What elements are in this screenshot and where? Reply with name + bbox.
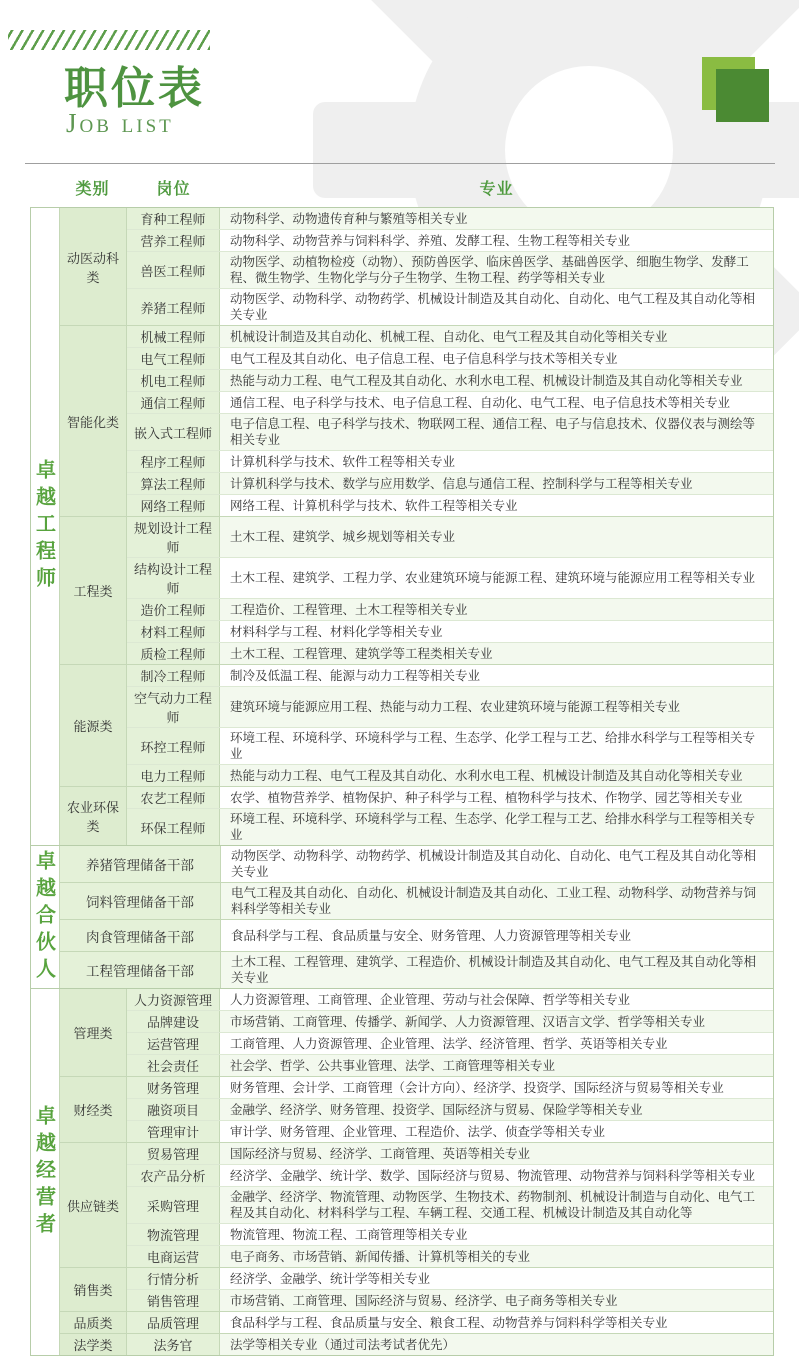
group-label: 卓越经营者	[31, 989, 60, 1355]
position-cell: 程序工程师	[127, 451, 220, 472]
section-row	[60, 208, 773, 325]
table-row	[127, 808, 773, 845]
group-body	[60, 208, 773, 845]
position-cell: 农产品分析	[127, 1165, 220, 1186]
header-divider	[25, 163, 775, 164]
section-row	[60, 989, 773, 1076]
section-row	[60, 516, 773, 664]
position-cell: 品质管理	[127, 1312, 220, 1333]
major-cell: 土木工程、建筑学、工程力学、农业建筑环境与能源工程、建筑环境与能源应用工程等相关专业	[220, 558, 773, 598]
position-cell: 机械工程师	[127, 326, 220, 347]
table-row	[127, 1077, 773, 1098]
table-row	[127, 598, 773, 620]
position-cell: 材料工程师	[127, 621, 220, 642]
position-cell: 网络工程师	[127, 495, 220, 516]
table-row	[127, 472, 773, 494]
major-cell: 动物医学、动物科学、动物药学、机械设计制造及其自动化、自动化、电气工程及其自动化等相关专业	[220, 289, 773, 325]
table-row	[127, 1223, 773, 1245]
position-cell: 育种工程师	[127, 208, 220, 229]
position-cell: 贸易管理	[127, 1143, 220, 1164]
category-cell: 动医动科类	[60, 208, 127, 325]
position-cell: 行情分析	[127, 1268, 220, 1289]
job-table	[30, 207, 774, 1356]
table-row	[60, 920, 773, 951]
major-cell: 动物医学、动物科学、动物药学、机械设计制造及其自动化、自动化、电气工程及其自动化等相关专业	[221, 846, 773, 882]
position-cell: 电力工程师	[127, 765, 220, 786]
section-row	[60, 951, 773, 988]
position-cell: 规划设计工程师	[127, 517, 220, 557]
major-cell: 土木工程、工程管理、建筑学、工程造价、机械设计制造及其自动化、电气工程及其自动化等相关专业	[221, 952, 773, 988]
table-row	[127, 1010, 773, 1032]
group-label: 卓越工程师	[31, 208, 60, 845]
section-body	[127, 1077, 773, 1142]
major-cell: 土木工程、建筑学、城乡规划等相关专业	[220, 517, 773, 557]
position-cell: 造价工程师	[127, 599, 220, 620]
major-cell: 计算机科学与技术、数学与应用数学、信息与通信工程、控制科学与工程等相关专业	[220, 473, 773, 494]
position-cell: 电气工程师	[127, 348, 220, 369]
section-body	[60, 883, 773, 919]
section-row	[60, 664, 773, 786]
major-cell: 通信工程、电子科学与技术、电子信息工程、自动化、电气工程、电子信息技术等相关专业	[220, 392, 773, 413]
section-body	[127, 665, 773, 786]
major-cell: 热能与动力工程、电气工程及其自动化、水利水电工程、机械设计制造及其自动化等相关专业	[220, 370, 773, 391]
section-body	[60, 920, 773, 951]
position-cell: 融资项目	[127, 1099, 220, 1120]
table-row	[127, 1054, 773, 1076]
position-cell: 机电工程师	[127, 370, 220, 391]
table-row	[127, 347, 773, 369]
group-row	[31, 845, 773, 988]
section-row	[60, 1142, 773, 1267]
major-cell: 市场营销、工商管理、传播学、新闻学、人力资源管理、汉语言文学、哲学等相关专业	[220, 1011, 773, 1032]
major-cell: 社会学、哲学、公共事业管理、法学、工商管理等相关专业	[220, 1055, 773, 1076]
major-cell: 财务管理、会计学、工商管理（会计方向）、经济学、投资学、国际经济与贸易等相关专业	[220, 1077, 773, 1098]
group-row	[31, 208, 773, 845]
section-body	[127, 1143, 773, 1267]
table-row	[127, 1143, 773, 1164]
table-row	[127, 764, 773, 786]
table-row	[127, 642, 773, 664]
category-cell: 智能化类	[60, 326, 127, 516]
major-cell: 环境工程、环境科学、环境科学与工程、生态学、化学工程与工艺、给排水科学与工程等相关专业	[220, 728, 773, 764]
page-subtitle: Job list	[66, 108, 174, 138]
major-cell: 动物科学、动物营养与饲料科学、养殖、发酵工程、生物工程等相关专业	[220, 230, 773, 251]
group-body	[60, 846, 773, 988]
table-row	[127, 1098, 773, 1120]
position-cell: 品牌建设	[127, 1011, 220, 1032]
table-row	[127, 369, 773, 391]
major-cell: 工程造价、工程管理、土木工程等相关专业	[220, 599, 773, 620]
major-cell: 动物医学、动植物检疫（动物）、预防兽医学、临床兽医学、基础兽医学、细胞生物学、发酵工程、微生物学、生物化学与分子生物学、生物工程、药学等相关专业	[220, 252, 773, 288]
column-header-category: 类别	[75, 179, 110, 198]
column-header-major: 专业	[479, 179, 514, 198]
column-header-position: 岗位	[156, 179, 191, 198]
position-cell: 算法工程师	[127, 473, 220, 494]
major-cell: 国际经济与贸易、经济学、工商管理、英语等相关专业	[220, 1143, 773, 1164]
major-cell: 热能与动力工程、电气工程及其自动化、水利水电工程、机械设计制造及其自动化等相关专业	[220, 765, 773, 786]
category-cell: 法学类	[60, 1334, 127, 1355]
table-row	[60, 846, 773, 882]
major-cell: 物流管理、物流工程、工商管理等相关专业	[220, 1224, 773, 1245]
section-row	[60, 919, 773, 951]
section-body	[127, 208, 773, 325]
square-decoration-dark	[716, 69, 769, 122]
position-cell: 兽医工程师	[127, 252, 220, 288]
position-cell: 饲料管理储备干部	[60, 883, 221, 919]
table-row	[127, 1245, 773, 1267]
major-cell: 工商管理、人力资源管理、企业管理、法学、经济管理、哲学、英语等相关专业	[220, 1033, 773, 1054]
position-cell: 养猪工程师	[127, 289, 220, 325]
table-row	[127, 727, 773, 764]
section-body	[127, 326, 773, 516]
table-row	[60, 952, 773, 988]
position-cell: 制冷工程师	[127, 665, 220, 686]
table-row	[127, 1268, 773, 1289]
category-cell: 农业环保类	[60, 787, 127, 845]
section-body	[127, 1334, 773, 1355]
major-cell: 电气工程及其自动化、电子信息工程、电子信息科学与技术等相关专业	[220, 348, 773, 369]
table-row	[127, 1186, 773, 1223]
category-cell: 供应链类	[60, 1143, 127, 1267]
table-row	[60, 883, 773, 919]
group-label: 卓越合伙人	[31, 846, 60, 988]
table-row	[127, 208, 773, 229]
major-cell: 金融学、经济学、物流管理、动物医学、生物技术、药物制剂、机械设计制造与自动化、电气工程及其自动化、材料科学与工程、车辆工程、交通工程、机械设计制造及其自动化等	[220, 1187, 773, 1223]
position-cell: 通信工程师	[127, 392, 220, 413]
major-cell: 人力资源管理、工商管理、企业管理、劳动与社会保障、哲学等相关专业	[220, 989, 773, 1010]
section-body	[60, 846, 773, 882]
position-cell: 管理审计	[127, 1121, 220, 1142]
position-cell: 财务管理	[127, 1077, 220, 1098]
major-cell: 电气工程及其自动化、自动化、机械设计制造及其自动化、工业工程、动物科学、动物营养与饲料科学等相关专业	[221, 883, 773, 919]
section-body	[127, 1312, 773, 1333]
section-body	[127, 989, 773, 1076]
section-row	[60, 846, 773, 882]
table-row	[127, 450, 773, 472]
category-cell: 品质类	[60, 1312, 127, 1333]
section-body	[127, 1268, 773, 1311]
position-cell: 养猪管理储备干部	[60, 846, 221, 882]
table-row	[127, 391, 773, 413]
table-row	[127, 1120, 773, 1142]
position-cell: 肉食管理储备干部	[60, 920, 221, 951]
table-row	[127, 557, 773, 598]
section-body	[127, 787, 773, 845]
table-row	[127, 1312, 773, 1333]
major-cell: 金融学、经济学、财务管理、投资学、国际经济与贸易、保险学等相关专业	[220, 1099, 773, 1120]
major-cell: 市场营销、工商管理、国际经济与贸易、经济学、电子商务等相关专业	[220, 1290, 773, 1311]
major-cell: 动物科学、动物遗传育种与繁殖等相关专业	[220, 208, 773, 229]
category-cell: 管理类	[60, 989, 127, 1076]
category-cell: 工程类	[60, 517, 127, 664]
position-cell: 质检工程师	[127, 643, 220, 664]
major-cell: 经济学、金融学、统计学等相关专业	[220, 1268, 773, 1289]
section-body	[127, 517, 773, 664]
category-cell: 财经类	[60, 1077, 127, 1142]
section-row	[60, 1333, 773, 1355]
position-cell: 环控工程师	[127, 728, 220, 764]
category-cell: 销售类	[60, 1268, 127, 1311]
table-row	[127, 413, 773, 450]
major-cell: 审计学、财务管理、企业管理、工程造价、法学、侦查学等相关专业	[220, 1121, 773, 1142]
major-cell: 食品科学与工程、食品质量与安全、财务管理、人力资源管理等相关专业	[221, 920, 773, 951]
position-cell: 运营管理	[127, 1033, 220, 1054]
table-row	[127, 665, 773, 686]
major-cell: 建筑环境与能源应用工程、热能与动力工程、农业建筑环境与能源工程等相关专业	[220, 687, 773, 727]
table-row	[127, 1164, 773, 1186]
table-row	[127, 1334, 773, 1355]
major-cell: 环境工程、环境科学、环境科学与工程、生态学、化学工程与工艺、给排水科学与工程等相关专业	[220, 809, 773, 845]
major-cell: 农学、植物营养学、植物保护、种子科学与工程、植物科学与技术、作物学、园艺等相关专业	[220, 787, 773, 808]
major-cell: 电子商务、市场营销、新闻传播、计算机等相关的专业	[220, 1246, 773, 1267]
section-row	[60, 1311, 773, 1333]
major-cell: 制冷及低温工程、能源与动力工程等相关专业	[220, 665, 773, 686]
section-body	[60, 952, 773, 988]
table-row	[127, 494, 773, 516]
position-cell: 工程管理储备干部	[60, 952, 221, 988]
position-cell: 采购管理	[127, 1187, 220, 1223]
major-cell: 土木工程、工程管理、建筑学等工程类相关专业	[220, 643, 773, 664]
major-cell: 计算机科学与技术、软件工程等相关专业	[220, 451, 773, 472]
group-row	[31, 988, 773, 1355]
position-cell: 法务官	[127, 1334, 220, 1355]
section-row	[60, 786, 773, 845]
position-cell: 嵌入式工程师	[127, 414, 220, 450]
position-cell: 农艺工程师	[127, 787, 220, 808]
table-row	[127, 787, 773, 808]
position-cell: 结构设计工程师	[127, 558, 220, 598]
major-cell: 法学等相关专业（通过司法考试者优先）	[220, 1334, 773, 1355]
page-title: 职位表	[64, 63, 205, 114]
position-cell: 销售管理	[127, 1290, 220, 1311]
section-row	[60, 1267, 773, 1311]
position-cell: 营养工程师	[127, 230, 220, 251]
major-cell: 食品科学与工程、食品质量与安全、粮食工程、动物营养与饲料科学等相关专业	[220, 1312, 773, 1333]
table-row	[127, 288, 773, 325]
category-cell: 能源类	[60, 665, 127, 786]
major-cell: 材料科学与工程、材料化学等相关专业	[220, 621, 773, 642]
table-row	[127, 686, 773, 727]
table-row	[127, 326, 773, 347]
section-row	[60, 882, 773, 919]
position-cell: 人力资源管理	[127, 989, 220, 1010]
section-row	[60, 1076, 773, 1142]
position-cell: 空气动力工程师	[127, 687, 220, 727]
hatch-decoration	[8, 30, 210, 50]
section-row	[60, 325, 773, 516]
major-cell: 网络工程、计算机科学与技术、软件工程等相关专业	[220, 495, 773, 516]
table-row	[127, 989, 773, 1010]
position-cell: 社会责任	[127, 1055, 220, 1076]
major-cell: 机械设计制造及其自动化、机械工程、自动化、电气工程及其自动化等相关专业	[220, 326, 773, 347]
position-cell: 物流管理	[127, 1224, 220, 1245]
major-cell: 电子信息工程、电子科学与技术、物联网工程、通信工程、电子与信息技术、仪器仪表与测绘等相关专业	[220, 414, 773, 450]
table-row	[127, 1289, 773, 1311]
major-cell: 经济学、金融学、统计学、数学、国际经济与贸易、物流管理、动物营养与饲料科学等相关专业	[220, 1165, 773, 1186]
group-body	[60, 989, 773, 1355]
table-column-headers	[30, 176, 774, 202]
position-cell: 电商运营	[127, 1246, 220, 1267]
table-row	[127, 251, 773, 288]
table-row	[127, 620, 773, 642]
table-row	[127, 229, 773, 251]
position-cell: 环保工程师	[127, 809, 220, 845]
table-row	[127, 517, 773, 557]
table-row	[127, 1032, 773, 1054]
